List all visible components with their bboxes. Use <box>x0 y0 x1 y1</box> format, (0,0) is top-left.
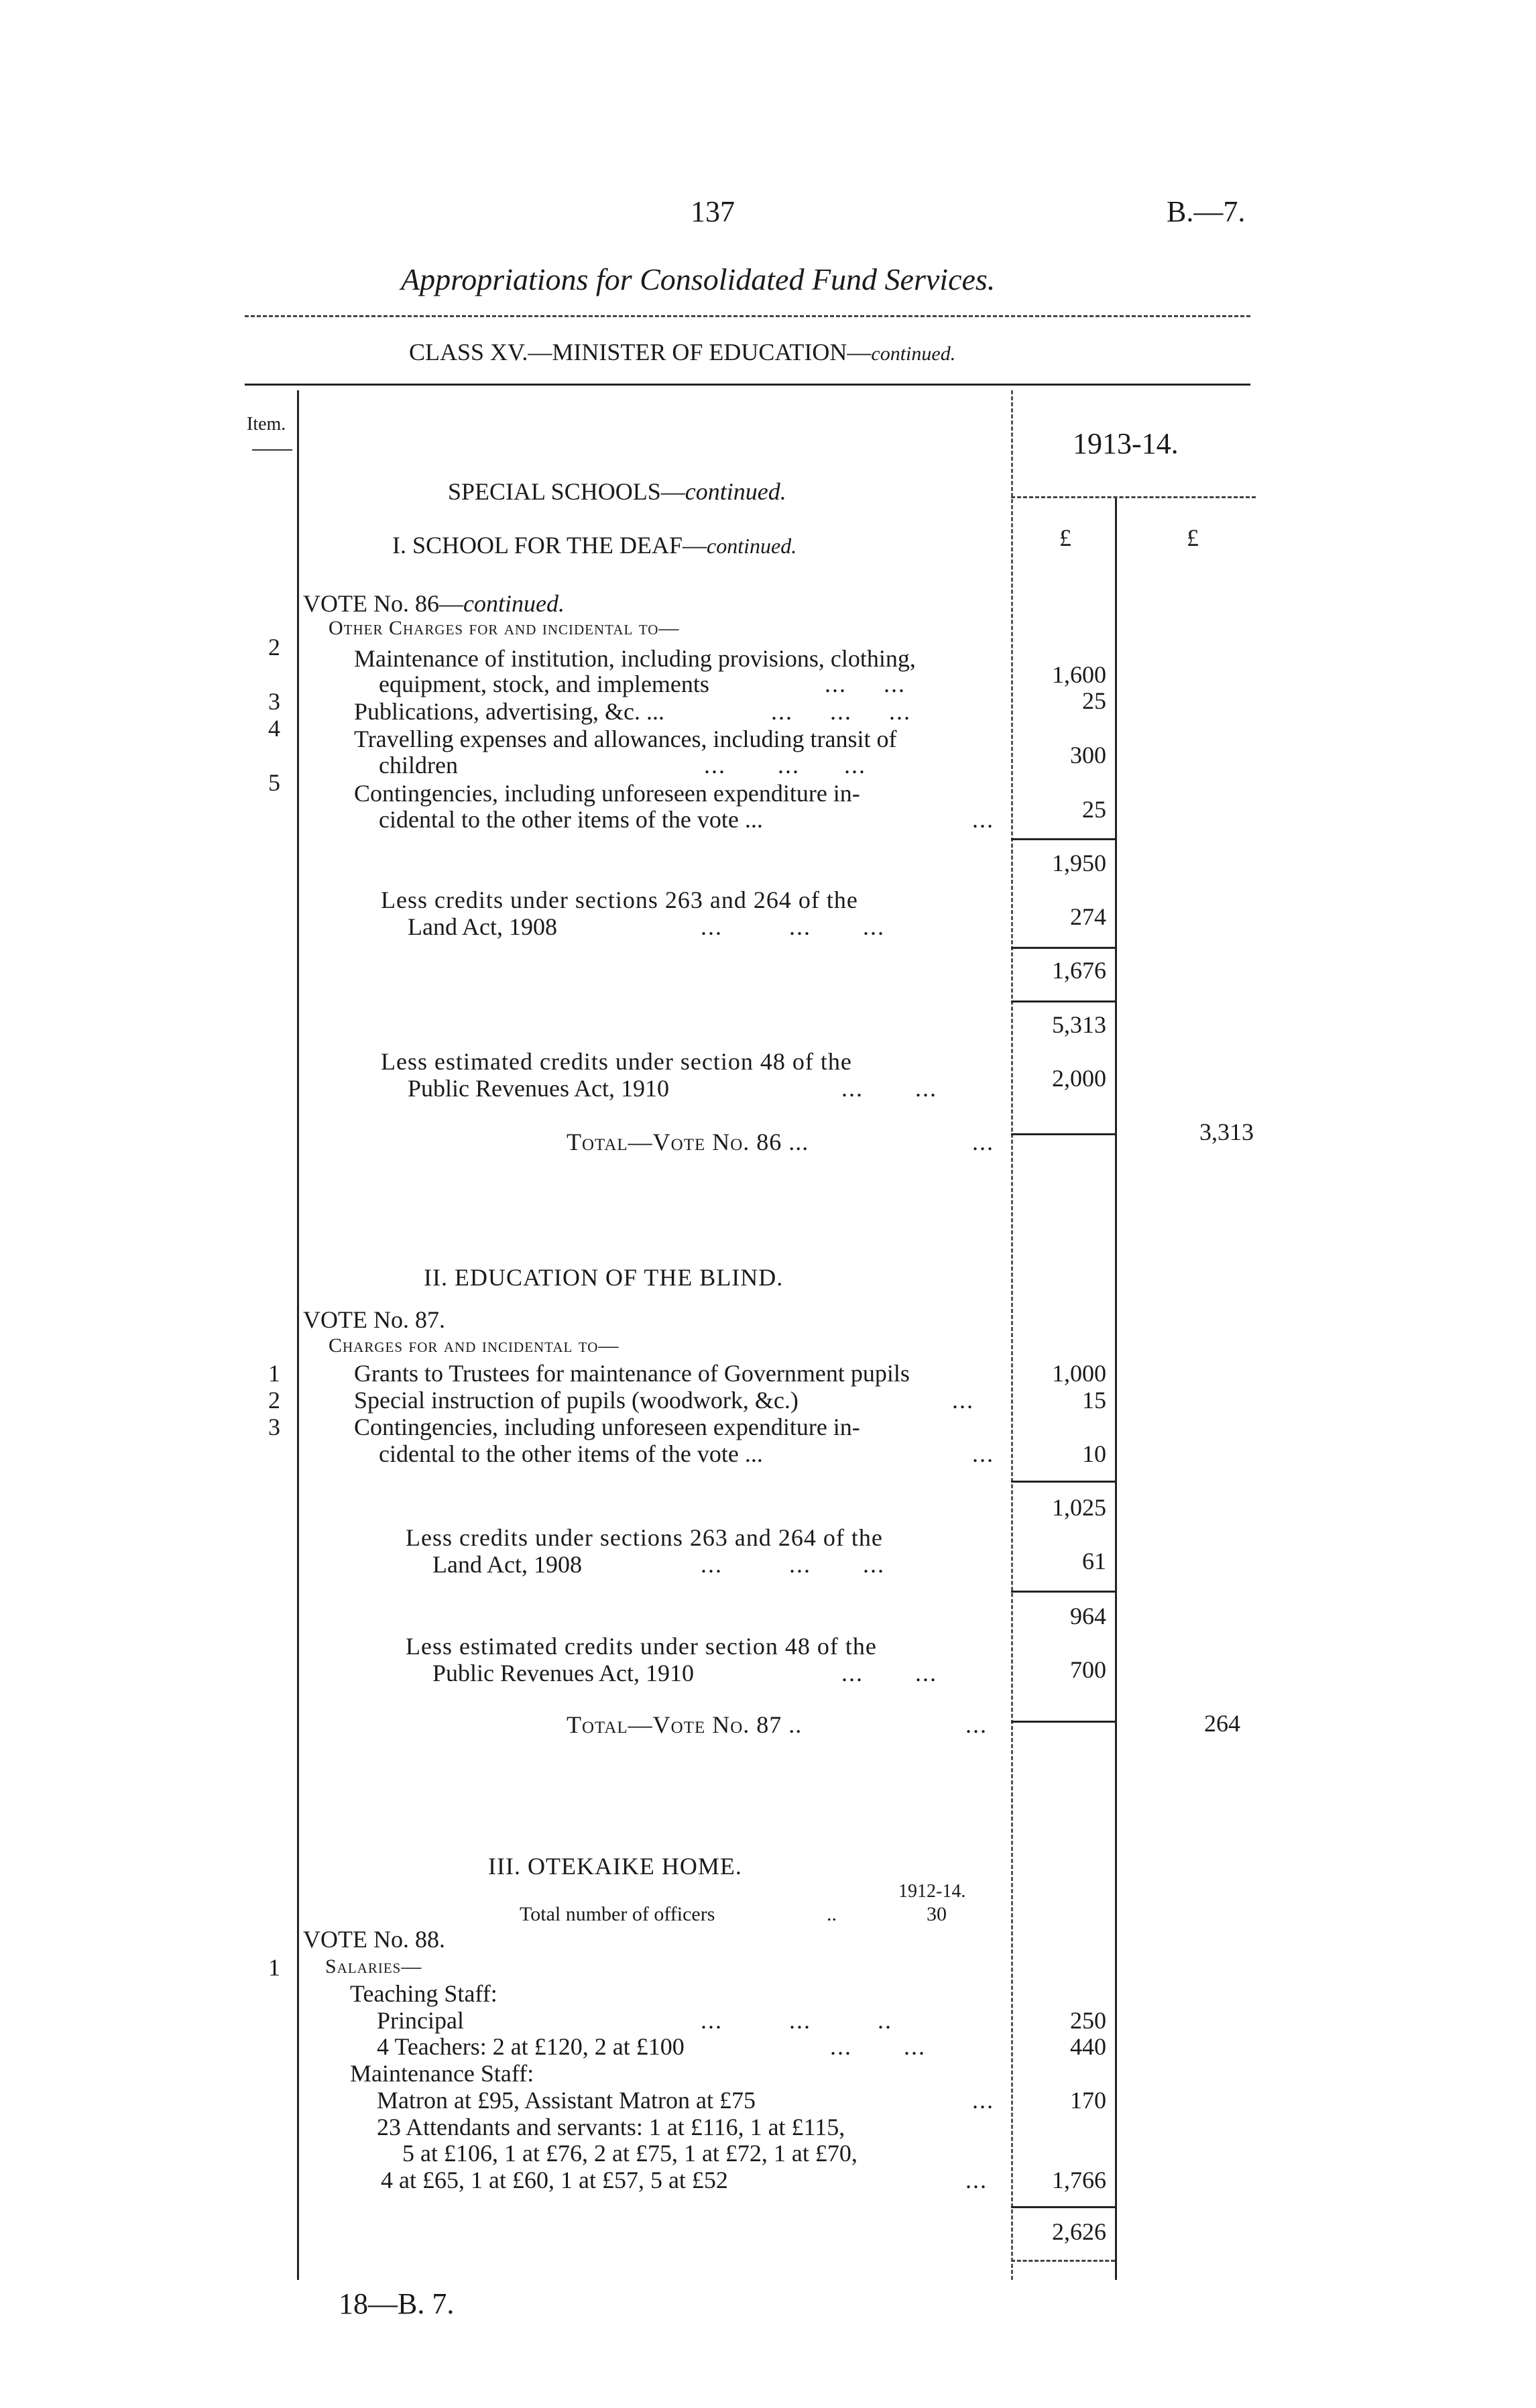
blind-less-1-amount: 61 <box>1082 1548 1106 1574</box>
deaf-subtotal-3: 5,313 <box>1052 1011 1106 1038</box>
teachers-amount: 440 <box>1070 2033 1106 2060</box>
section-heading-continued: continued. <box>685 478 786 505</box>
blind-total-leader: ... <box>965 1711 988 1738</box>
class-heading <box>409 339 955 367</box>
class-heading-continued: continued. <box>871 343 956 365</box>
maintenance-staff-label: Maintenance Staff: <box>350 2060 534 2087</box>
subtotal-column-divider <box>1115 496 1117 2280</box>
deaf-less-2-leader: ... ... <box>841 1075 937 1102</box>
officers-leader: .. <box>827 1903 837 1925</box>
blind-rule-1 <box>1011 1481 1115 1483</box>
deaf-less-1-amount: 274 <box>1070 903 1106 930</box>
blind-rule-2 <box>1011 1591 1115 1593</box>
blind-less-2-line-1: Less estimated credits under section 48 of the <box>406 1633 877 1660</box>
deaf-vote-main: VOTE No. 86— <box>303 590 463 617</box>
blind-item-1-line-1: Grants to Trustees for maintenance of Government pupils <box>354 1360 910 1387</box>
attendants-amount: 1,766 <box>1052 2167 1106 2193</box>
deaf-subtotal-2: 1,676 <box>1052 957 1106 984</box>
deaf-item-3-amount: 25 <box>1082 687 1106 714</box>
attendants-line-2: 5 at £106, 1 at £76, 2 at £75, 1 at £72, 1 at £70, <box>402 2140 858 2167</box>
deaf-item-4-amount: 300 <box>1070 742 1106 768</box>
blind-item-1-amount: 1,000 <box>1052 1360 1106 1387</box>
deaf-less-2-line-2: Public Revenues Act, 1910 <box>408 1075 669 1102</box>
deaf-heading-main: I. SCHOOL FOR THE DEAF— <box>392 532 707 559</box>
header-rule <box>245 384 1250 386</box>
deaf-item-4-leader: ... ... ... <box>704 752 866 779</box>
deaf-subtotal-1: 1,950 <box>1052 850 1106 876</box>
deaf-total-rule <box>1011 1133 1115 1135</box>
blind-item-3-line-1: Contingencies, including unforeseen expenditure in- <box>354 1414 860 1440</box>
deaf-rule-2 <box>1011 947 1115 949</box>
year-column-header: 1913-14. <box>1073 427 1179 460</box>
pound-sign-column-2: £ <box>1187 524 1199 551</box>
blind-less-1-leader: ... ... ... <box>701 1551 885 1578</box>
class-heading-main: CLASS XV.—MINISTER OF EDUCATION— <box>409 339 872 365</box>
teaching-staff-label: Teaching Staff: <box>350 1980 497 2007</box>
otekaike-subtotal: 2,626 <box>1052 2218 1106 2245</box>
deaf-vote-title <box>303 590 565 617</box>
section-heading <box>448 478 786 505</box>
deaf-item-5-number: 5 <box>268 769 280 796</box>
pound-sign-column-1: £ <box>1059 524 1071 551</box>
blind-total-rule <box>1011 1721 1115 1723</box>
deaf-item-5-amount: 25 <box>1082 796 1106 823</box>
blind-heading: II. EDUCATION OF THE BLIND. <box>424 1264 784 1291</box>
salaries-heading: Salaries— <box>325 1955 422 1977</box>
matron-amount: 170 <box>1070 2087 1106 2114</box>
deaf-item-2-leader: ... ... <box>825 671 906 697</box>
otekaike-rule <box>1011 2206 1115 2208</box>
deaf-less-1-line-2: Land Act, 1908 <box>408 913 557 940</box>
deaf-heading <box>392 532 796 559</box>
officers-label: Total number of officers <box>520 1903 715 1925</box>
deaf-item-5-line-2: cidental to the other items of the vote ... <box>379 806 763 833</box>
teachers-label: 4 Teachers: 2 at £120, 2 at £100 <box>377 2033 685 2060</box>
otekaike-item-1-number: 1 <box>268 1954 280 1981</box>
deaf-vote-continued: continued. <box>463 590 565 617</box>
blind-item-2-leader: ... <box>952 1387 974 1414</box>
deaf-rule-1 <box>1011 838 1115 840</box>
deaf-rule-3 <box>1011 1000 1115 1002</box>
attendants-line-1: 23 Attendants and servants: 1 at £116, 1 at £115, <box>377 2114 845 2140</box>
blind-less-1-line-1: Less credits under sections 263 and 264 of the <box>406 1524 883 1551</box>
amount-column-divider <box>1011 390 1013 2280</box>
blind-item-2-amount: 15 <box>1082 1387 1106 1414</box>
blind-subtotal-1: 1,025 <box>1052 1494 1106 1521</box>
deaf-total-amount: 3,313 <box>1199 1119 1254 1145</box>
year-header-rule <box>1011 496 1256 498</box>
item-column-divider <box>297 390 299 2280</box>
title-rule <box>245 315 1250 317</box>
blind-less-1-line-2: Land Act, 1908 <box>432 1551 582 1578</box>
blind-item-3-amount: 10 <box>1082 1440 1106 1467</box>
principal-label: Principal <box>377 2007 464 2034</box>
deaf-item-5-line-1: Contingencies, including unforeseen expenditure in- <box>354 780 860 807</box>
deaf-less-2-line-1: Less estimated credits under section 48 of the <box>381 1048 852 1075</box>
otekaike-heading: III. OTEKAIKE HOME. <box>488 1853 742 1880</box>
blind-item-2-line-1: Special instruction of pupils (woodwork, &c.) <box>354 1387 799 1414</box>
deaf-item-2-line-1: Maintenance of institution, including provisions, clothing, <box>354 645 916 672</box>
deaf-total-label: Total—Vote No. 86 ... <box>567 1129 809 1155</box>
attendants-leader: ... <box>965 2167 988 2193</box>
blind-item-2-number: 2 <box>268 1387 280 1414</box>
otekaike-vote-title: VOTE No. 88. <box>303 1926 445 1953</box>
section-heading-main: SPECIAL SCHOOLS— <box>448 478 685 505</box>
matron-leader: ... <box>972 2087 994 2114</box>
deaf-item-2-line-2: equipment, stock, and implements <box>379 671 709 697</box>
matron-label: Matron at £95, Assistant Matron at £75 <box>377 2087 756 2114</box>
deaf-item-4-line-2: children <box>379 752 458 779</box>
officers-count: 30 <box>927 1903 947 1925</box>
deaf-item-4-number: 4 <box>268 715 280 742</box>
blind-item-3-number: 3 <box>268 1414 280 1440</box>
deaf-item-2-amount: 1,600 <box>1052 661 1106 688</box>
footer-signature: 18—B. 7. <box>339 2287 455 2320</box>
principal-leader: ... ... .. <box>701 2007 892 2034</box>
item-column-header: Item. <box>247 414 286 435</box>
deaf-item-5-leader: ... <box>972 806 994 833</box>
otekaike-bottom-rule <box>1011 2260 1115 2262</box>
deaf-less-1-leader: ... ... ... <box>701 913 885 940</box>
blind-item-1-number: 1 <box>268 1360 280 1387</box>
principal-amount: 250 <box>1070 2007 1106 2034</box>
blind-less-2-leader: ... ... <box>841 1660 937 1686</box>
deaf-item-3-number: 3 <box>268 688 280 715</box>
blind-less-2-amount: 700 <box>1070 1656 1106 1683</box>
page-title: Appropriations for Consolidated Fund Services. <box>401 262 996 296</box>
item-header-underline <box>252 449 292 451</box>
blind-less-2-line-2: Public Revenues Act, 1910 <box>432 1660 694 1686</box>
blind-total-amount: 264 <box>1204 1710 1240 1737</box>
deaf-total-leader: ... <box>972 1129 994 1155</box>
blind-vote-title: VOTE No. 87. <box>303 1306 445 1333</box>
deaf-item-3-line-1: Publications, advertising, &c. ... <box>354 698 664 725</box>
page-number: 137 <box>691 195 735 228</box>
blind-total-label: Total—Vote No. 87 .. <box>567 1711 803 1738</box>
document-reference: B.—7. <box>1167 195 1246 228</box>
blind-subtotal-2: 964 <box>1070 1603 1106 1629</box>
deaf-charges-heading: Other Charges for and incidental to— <box>329 617 680 639</box>
teachers-leader: ... ... <box>830 2033 926 2060</box>
deaf-heading-continued: continued. <box>707 534 797 558</box>
deaf-less-2-amount: 2,000 <box>1052 1065 1106 1092</box>
deaf-item-4-line-1: Travelling expenses and allowances, including transit of <box>354 726 897 752</box>
blind-charges-heading: Charges for and incidental to— <box>329 1334 619 1357</box>
deaf-item-3-leader: ... ... ... <box>771 698 911 725</box>
deaf-item-2-number: 2 <box>268 634 280 661</box>
officers-year: 1912-14. <box>898 1881 966 1902</box>
deaf-less-1-line-1: Less credits under sections 263 and 264 of the <box>381 886 858 913</box>
blind-item-3-leader: ... <box>972 1440 994 1467</box>
blind-item-3-line-2: cidental to the other items of the vote ... <box>379 1440 763 1467</box>
attendants-line-3: 4 at £65, 1 at £60, 1 at £57, 5 at £52 <box>381 2167 728 2193</box>
